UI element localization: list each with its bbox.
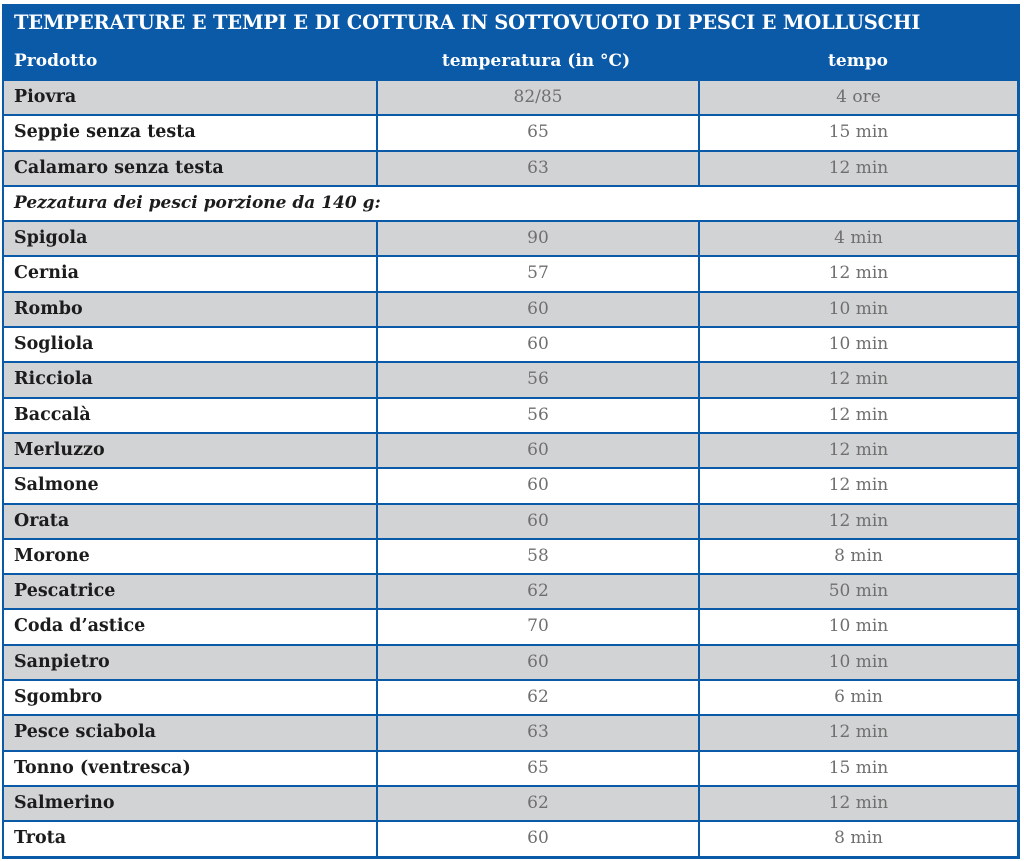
header-prodotto: Prodotto (14, 51, 98, 71)
cell-tempo: 12 min (700, 716, 1017, 749)
table-row (2, 79, 1020, 114)
table-row (2, 397, 1020, 432)
cell-tempo: 10 min (700, 646, 1017, 679)
cooking-table (2, 4, 1020, 859)
cell-temperatura: 65 (378, 752, 698, 785)
cell-prodotto: Baccalà (4, 399, 376, 432)
table-row (2, 220, 1020, 255)
table-row (2, 785, 1020, 820)
cell-temperatura: 60 (378, 469, 698, 502)
table-body (2, 79, 1020, 856)
cell-prodotto: Salmerino (4, 787, 376, 820)
cell-tempo: 50 min (700, 575, 1017, 608)
cell-tempo: 10 min (700, 293, 1017, 326)
cell-prodotto: Sgombro (4, 681, 376, 714)
cell-temperatura: 70 (378, 610, 698, 643)
table-row (2, 255, 1020, 290)
cell-prodotto: Calamaro senza testa (4, 152, 376, 185)
header-temperatura: temperatura (in °C) (441, 51, 631, 71)
cell-prodotto: Merluzzo (4, 434, 376, 467)
cell-tempo: 12 min (700, 469, 1017, 502)
cell-temperatura: 65 (378, 116, 698, 149)
cell-prodotto: Pescatrice (4, 575, 376, 608)
cell-prodotto: Ricciola (4, 363, 376, 396)
cell-prodotto: Rombo (4, 293, 376, 326)
cell-prodotto: Morone (4, 540, 376, 573)
cell-prodotto: Seppie senza testa (4, 116, 376, 149)
cell-prodotto: Sanpietro (4, 646, 376, 679)
cell-temperatura: 60 (378, 293, 698, 326)
cell-tempo: 10 min (700, 328, 1017, 361)
cell-tempo: 12 min (700, 505, 1017, 538)
table-row (2, 608, 1020, 643)
cell-tempo: 12 min (700, 257, 1017, 290)
cell-temperatura: 82/85 (378, 81, 698, 114)
cell-prodotto: Orata (4, 505, 376, 538)
cell-temperatura: 56 (378, 399, 698, 432)
cell-temperatura: 56 (378, 363, 698, 396)
cell-tempo: 8 min (700, 822, 1017, 855)
cell-tempo: 12 min (700, 399, 1017, 432)
cell-prodotto: Cernia (4, 257, 376, 290)
cell-temperatura: 63 (378, 152, 698, 185)
cell-tempo: 12 min (700, 787, 1017, 820)
cell-temperatura: 60 (378, 822, 698, 855)
table-row (2, 538, 1020, 573)
cell-tempo: 12 min (700, 363, 1017, 396)
table-row (2, 150, 1020, 185)
cell-temperatura: 62 (378, 575, 698, 608)
cell-tempo: 8 min (700, 540, 1017, 573)
cell-temperatura: 60 (378, 505, 698, 538)
cell-tempo: 12 min (700, 152, 1017, 185)
cell-tempo: 6 min (700, 681, 1017, 714)
table-row (2, 467, 1020, 502)
table-subheader-row (2, 185, 1020, 220)
table-title: TEMPERATURE E TEMPI E DI COTTURA IN SOTTOVUOTO DI PESCI E MOLLUSCHI (14, 11, 921, 34)
cell-prodotto: Tonno (ventresca) (4, 752, 376, 785)
cell-tempo: 15 min (700, 752, 1017, 785)
cell-tempo: 10 min (700, 610, 1017, 643)
cell-temperatura: 58 (378, 540, 698, 573)
cell-temperatura: 60 (378, 434, 698, 467)
table-row (2, 326, 1020, 361)
table-row (2, 573, 1020, 608)
table-row (2, 503, 1020, 538)
table-row (2, 432, 1020, 467)
cell-prodotto: Trota (4, 822, 376, 855)
subheader-pezzatura: Pezzatura dei pesci porzione da 140 g: (4, 187, 1017, 220)
header-tempo: tempo (828, 51, 888, 71)
table-row (2, 679, 1020, 714)
cell-prodotto: Coda d’astice (4, 610, 376, 643)
table-row (2, 644, 1020, 679)
cell-temperatura: 63 (378, 716, 698, 749)
cell-tempo: 12 min (700, 434, 1017, 467)
cell-prodotto: Spigola (4, 222, 376, 255)
cell-prodotto: Sogliola (4, 328, 376, 361)
cell-prodotto: Salmone (4, 469, 376, 502)
table-row (2, 820, 1020, 855)
cell-temperatura: 57 (378, 257, 698, 290)
cell-prodotto: Pesce sciabola (4, 716, 376, 749)
cell-temperatura: 90 (378, 222, 698, 255)
cell-temperatura: 62 (378, 681, 698, 714)
cell-prodotto: Piovra (4, 81, 376, 114)
cell-temperatura: 62 (378, 787, 698, 820)
table-row (2, 114, 1020, 149)
cell-tempo: 4 ore (700, 81, 1017, 114)
table-row (2, 291, 1020, 326)
table-row (2, 361, 1020, 396)
cell-tempo: 15 min (700, 116, 1017, 149)
table-row (2, 750, 1020, 785)
cell-temperatura: 60 (378, 646, 698, 679)
table-row (2, 714, 1020, 749)
cell-temperatura: 60 (378, 328, 698, 361)
cell-tempo: 4 min (700, 222, 1017, 255)
